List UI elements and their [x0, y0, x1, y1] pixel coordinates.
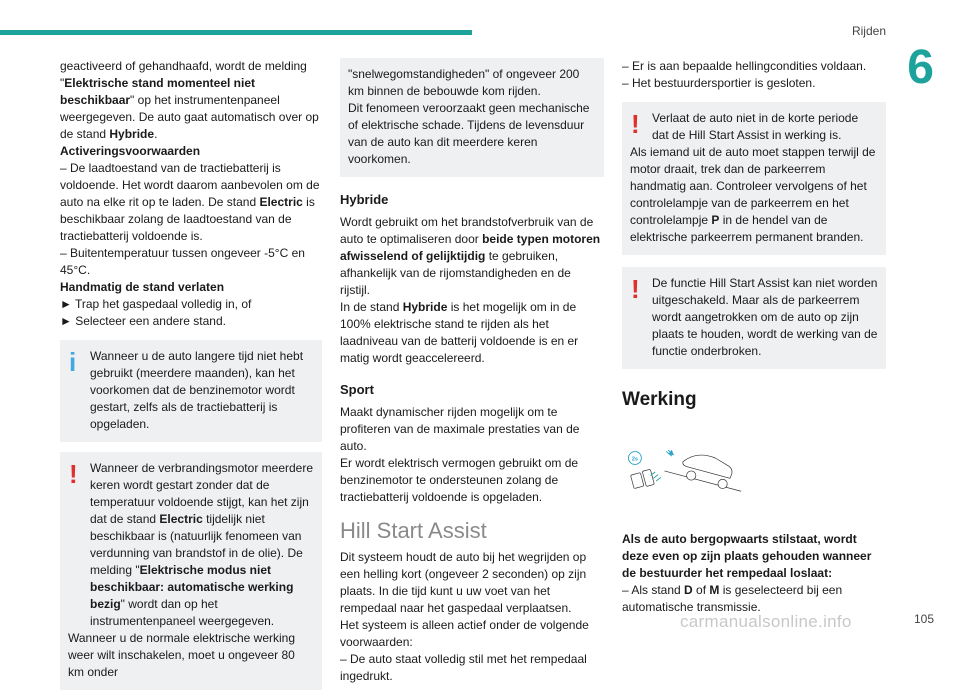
heading-werking: Werking — [622, 389, 697, 410]
paragraph: Maakt dynamischer rijden mogelijk om te profiteren van de maximale prestaties van de auto. — [340, 405, 580, 453]
car-on-slope-icon — [664, 455, 741, 491]
warning-box: ! Wanneer de verbrandingsmotor meerdere keren wordt gestart zonder dat de temperatuur voldoende stijgt, kan het zijn dat de stand Electric tijdelijk niet beschikbaar is (natuurlijk fenomeen van verdunning van brandstof in de olie). De melding "Elektrische modus niet beschikbaar: automatische werking bezig" wordt dan op het instrumentenpaneel weergegeven. Wanneer u de normale elektrische werking weer wilt inschakelen, moet u ongeveer 80 km onder — [60, 452, 322, 690]
column-2 — [340, 58, 604, 685]
warning-box-continued: "snelwegomstandigheden" of ongeveer 200 km binnen de bebouwde kom rijden. Dit fenomeen veroorzaakt geen mechanische of elektrische schade. Tijdens de levensduur van de auto kan dit meerdere keren voorkomen. — [340, 58, 604, 177]
list-item: – Als stand D of M is geselecteerd bij een automatische transmissie. — [622, 583, 843, 614]
column-3 — [622, 58, 886, 616]
header-accent-bar — [0, 30, 472, 35]
column-1 — [60, 58, 322, 690]
arrow-icon — [666, 450, 673, 456]
heading-hybrid: Hybride — [340, 192, 389, 207]
info-icon: i — [69, 347, 77, 377]
info-box: i Wanneer u de auto langere tijd niet hebt gebruikt (meerdere maanden), kan het voorkomen dat de benzinemotor wordt gestart, zelfs als de tractiebatterij is opgeladen. — [60, 340, 322, 442]
hill-start-illustration — [622, 422, 742, 518]
paragraph: Het systeem is alleen actief onder de volgende voorwaarden: — [340, 618, 589, 649]
warning-icon: ! — [69, 459, 78, 489]
watermark: carmanualsonline.info — [680, 612, 852, 631]
list-item: – Buitentemperatuur tussen ongeveer -5°C en 45°C. — [60, 246, 305, 277]
list-item: – Het bestuurdersportier is gesloten. — [622, 76, 816, 90]
warning-box: ! Verlaat de auto niet in de korte periode dat de Hill Start Assist in werking is. Als iemand uit de auto moet stappen terwijl de motor draait, trek dan de parkeerrem handmatig aan. Controleer vervolgens of het controlelampje van de parkeerrem en het controlelampje P in de hendel van de elektrische parkeerrem permanent branden. — [622, 102, 886, 255]
warning-icon: ! — [631, 109, 640, 139]
paragraph: geactiveerd of gehandhaafd, wordt de melding "Elektrische stand momenteel niet beschikbaar" op het instrumentenpaneel weergegeven. De auto gaat automatisch over op de stand Hybride. — [60, 59, 319, 141]
pedal-icon — [631, 469, 661, 488]
heading-leave-mode: Handmatig de stand verlaten — [60, 280, 225, 294]
svg-text:2s: 2s — [631, 456, 638, 463]
list-item: – De auto staat volledig stil met het rempedaal ingedrukt. — [340, 652, 587, 683]
warning-box: ! De functie Hill Start Assist kan niet worden uitgeschakeld. Maar als de parkeerrem wordt aangetrokken om de auto op zijn plaats te houden, wordt de werking van de functie onderbroken. — [622, 267, 886, 369]
paragraph: Dit systeem houdt de auto bij het wegrijden op een helling kort (ongeveer 2 seconden) op zijn plaats. In die tijd kunt u uw voet van het rempedaal naar het gaspedaal verplaatsen. — [340, 550, 587, 615]
list-item: ► Selecteer een andere stand. — [60, 314, 226, 328]
paragraph: Wordt gebruikt om het brandstofverbruik van de auto te optimaliseren door beide typen motoren afwisselend of gelijktijdig te gebruiken, afhankelijk van de rijomstandigheden en de rijstijl. — [340, 215, 601, 297]
paragraph-bold: Als de auto bergopwaarts stilstaat, wordt deze even op zijn plaats gehouden wanneer de bestuurder het rempedaal loslaat: — [622, 532, 872, 580]
paragraph: In de stand Hybride is het mogelijk om in de 100% elektrische stand te rijden als het laadniveau van de batterij voldoende is en er matig wordt geaccelereerd. — [340, 300, 579, 365]
page-number: 105 — [913, 612, 934, 626]
list-item: ► Trap het gaspedaal volledig in, of — [60, 297, 252, 311]
list-item: – Er is aan bepaalde hellingcondities voldaan. — [622, 59, 867, 73]
heading-sport: Sport — [340, 382, 374, 397]
chapter-number: 6 — [907, 41, 934, 94]
paragraph: Er wordt elektrisch vermogen gebruikt om de benzinemotor te ondersteunen zolang de tractiebatterij voldoende is opgeladen. — [340, 456, 579, 504]
heading-activation: Activeringsvoorwaarden — [60, 144, 201, 158]
warning-icon: ! — [631, 274, 640, 304]
timer-icon — [628, 452, 641, 465]
list-item: – De laadtoestand van de tractiebatterij is voldoende. Het wordt daarom aanbevolen om de auto na elke rit op te laden. De stand Electric is beschikbaar zolang de laadtoestand van de tractiebatterij voldoende is. — [60, 161, 320, 243]
page-section-title: Rijden — [851, 24, 886, 38]
heading-hill-start-assist: Hill Start Assist — [340, 518, 487, 543]
